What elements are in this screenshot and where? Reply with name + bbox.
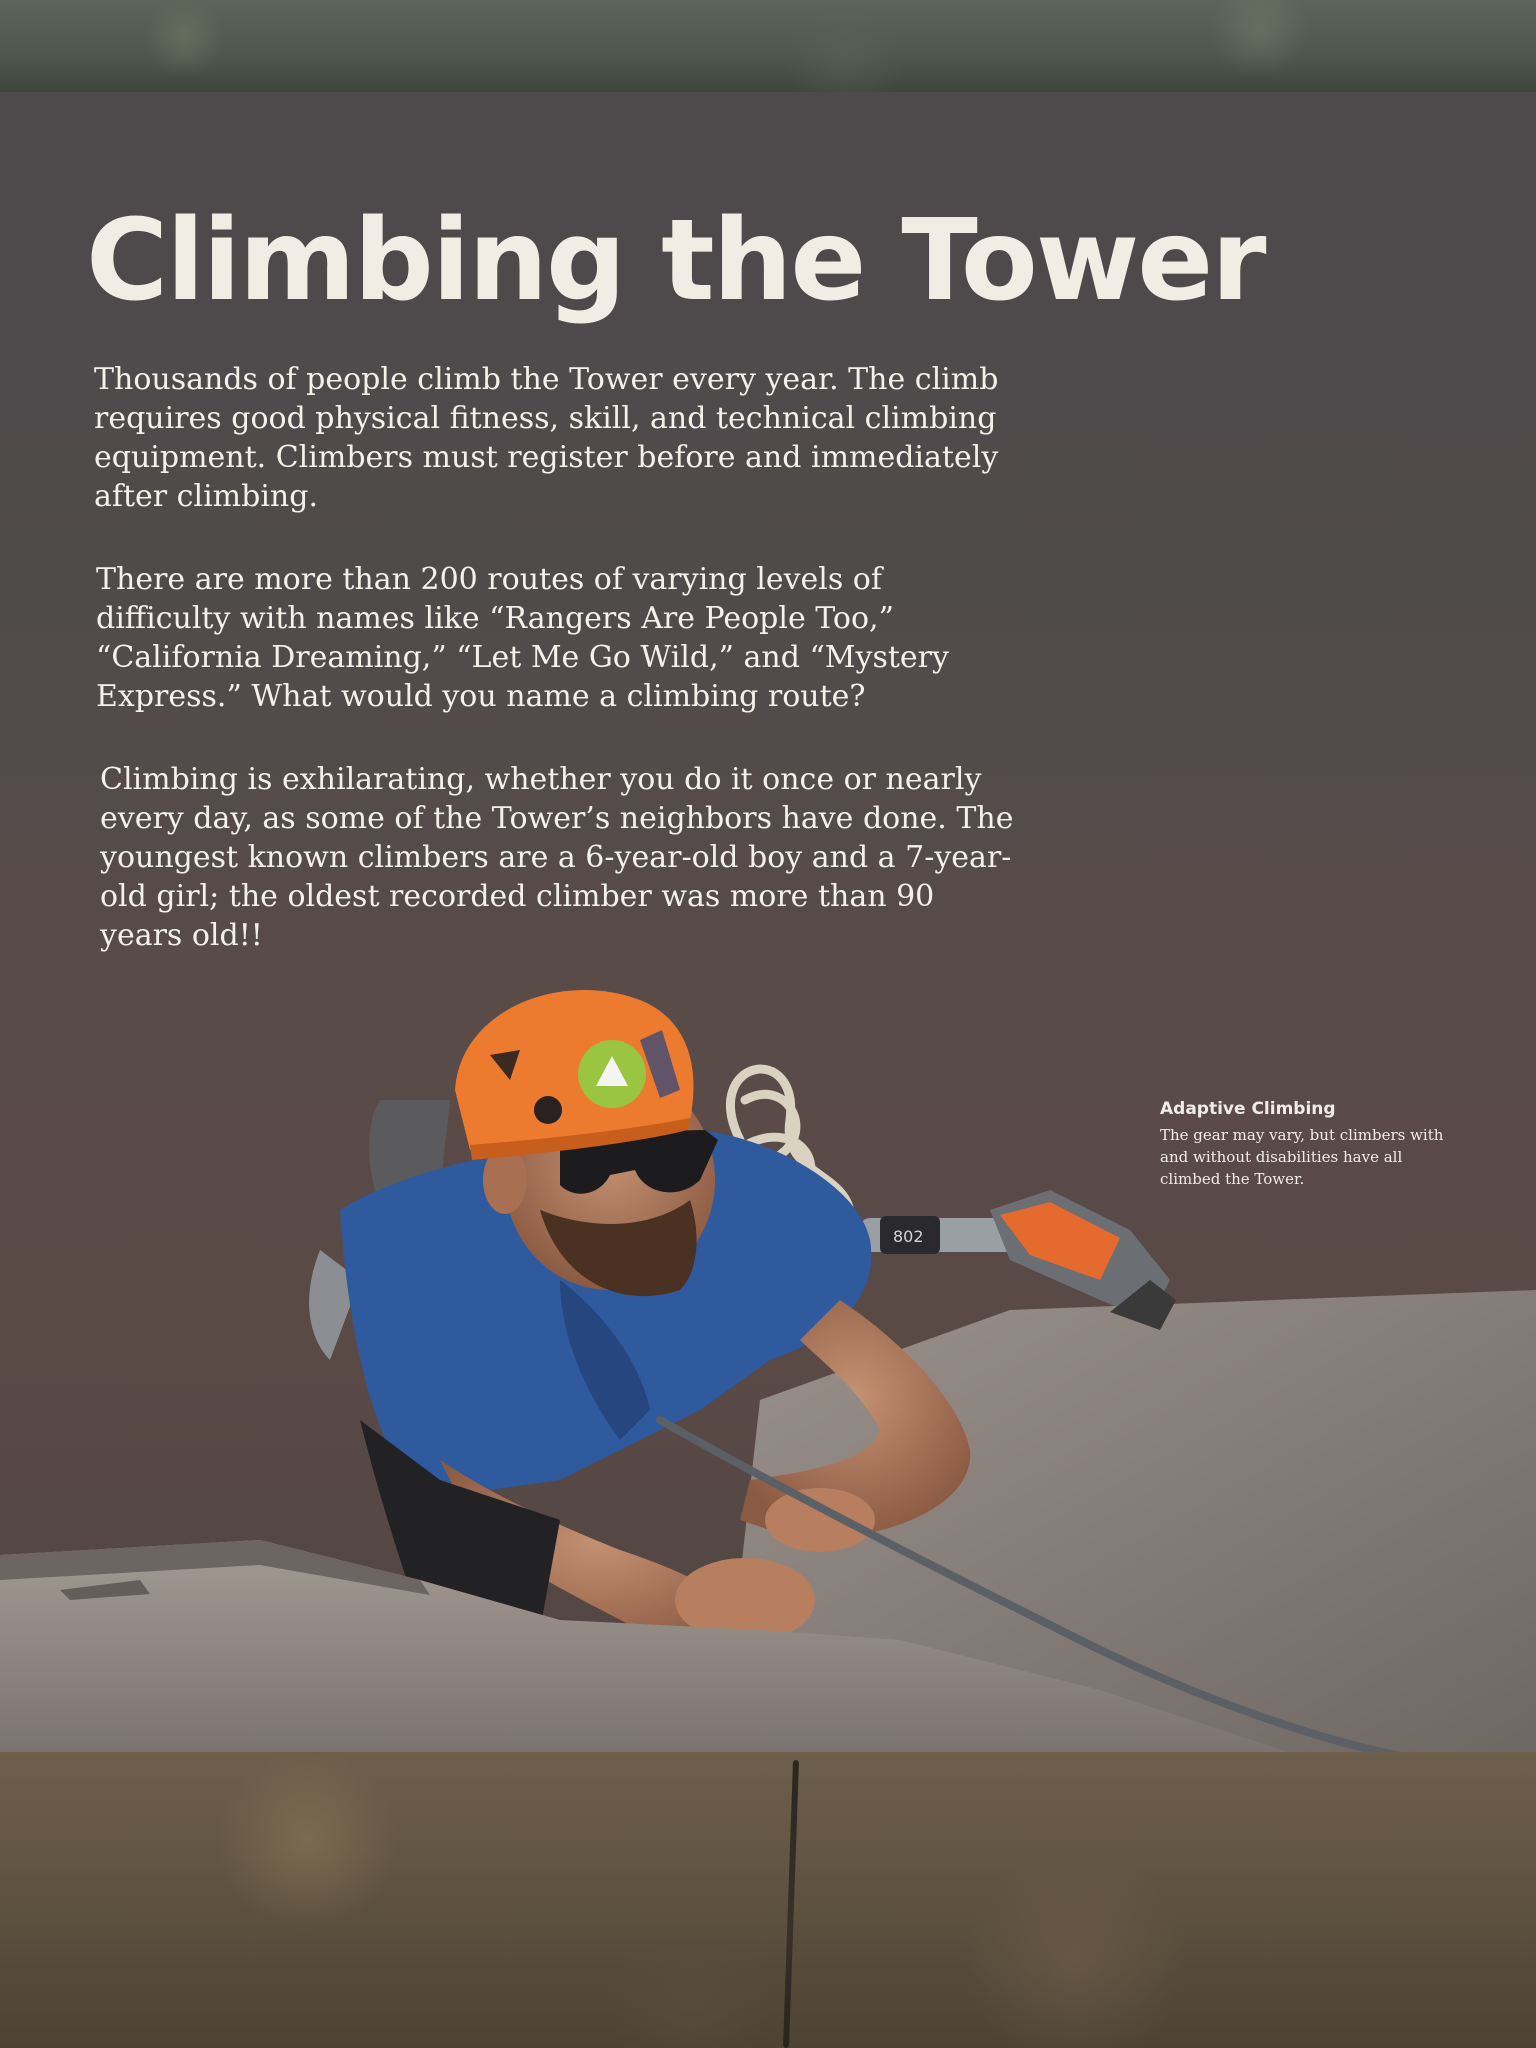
paragraph-routes: There are more than 200 routes of varying levels of difficulty with names like “Rangers Are People Too,” “California Dreaming,” “Let Me Go Wild,” and “Mystery Express.” What would you name a climbing route? bbox=[96, 562, 949, 714]
caption-title: Adaptive Climbing bbox=[1160, 1099, 1336, 1119]
helmet bbox=[455, 990, 693, 1160]
sign-title: Climbing the Tower bbox=[86, 196, 1265, 326]
paragraph-registration: Thousands of people climb the Tower every year. The climb requires good physical fitness, skill, and technical climbing equipment. Climbers must register before and immediately after climbing. bbox=[94, 362, 999, 514]
gear-label: 802 bbox=[893, 1227, 924, 1246]
climbing-gear bbox=[860, 1190, 1176, 1330]
adaptive-climbing-caption bbox=[1160, 1098, 1460, 1190]
climber-photo bbox=[0, 980, 1536, 1756]
caption-body: The gear may vary, but climbers with and without disabilities have all climbed the Tower. bbox=[1160, 1126, 1444, 1188]
stone-wall-bottom bbox=[0, 1752, 1536, 2048]
stone-wall-top bbox=[0, 0, 1536, 94]
paragraph-climbers: Climbing is exhilarating, whether you do it once or nearly every day, as some of the Tower’s neighbors have done. The youngest known climbers are a 6-year-old boy and a 7-year-old girl; the oldest recorded climber was more than 90 years old!! bbox=[100, 762, 1014, 953]
